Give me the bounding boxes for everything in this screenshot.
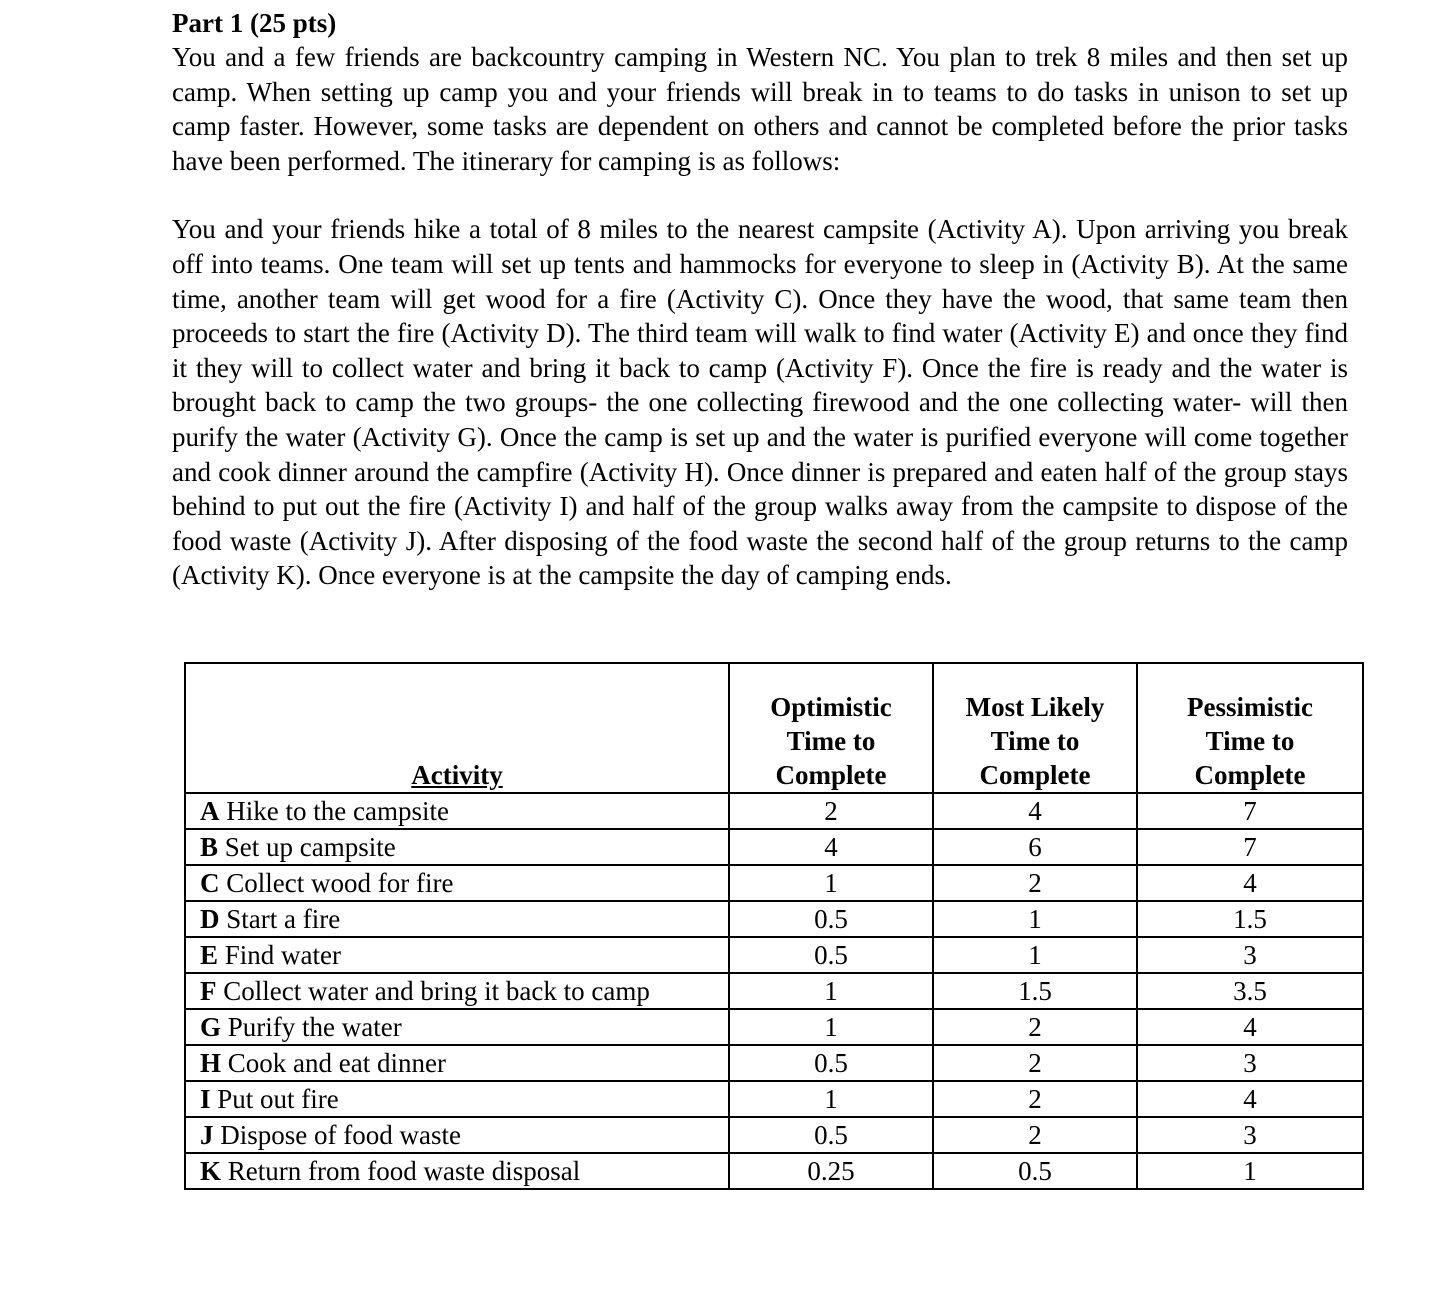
activity-letter: K (200, 1156, 222, 1186)
header-optimistic-line-2: Time to (786, 726, 876, 756)
most-likely-time-cell: 2 (933, 1045, 1137, 1081)
table-row (185, 901, 1363, 937)
activity-letter: E (200, 940, 219, 970)
pessimistic-time-cell: 4 (1137, 1009, 1363, 1045)
table-row (185, 793, 1363, 829)
activity-name: Return from food waste disposal (227, 1156, 581, 1186)
pessimistic-time-cell: 1 (1137, 1153, 1363, 1189)
header-most-likely-line-2: Time to (990, 726, 1080, 756)
activity-letter: G (200, 1012, 222, 1042)
header-optimistic-line-3: Complete (775, 760, 887, 790)
activity-letter: B (200, 832, 219, 862)
activity-name-cell (185, 1009, 729, 1045)
activity-letter: C (200, 868, 220, 898)
activity-name-cell (185, 937, 729, 973)
activity-letter: J (200, 1120, 214, 1150)
pessimistic-time-cell: 3 (1137, 937, 1363, 973)
activity-name: Purify the water (227, 1012, 402, 1042)
activity-letter: F (200, 976, 217, 1006)
activity-name: Dispose of food waste (220, 1120, 461, 1150)
header-pessimistic-line-2: Time to (1205, 726, 1295, 756)
activity-name: Set up campsite (224, 832, 396, 862)
pessimistic-time-cell: 7 (1137, 793, 1363, 829)
activity-name-cell (185, 793, 729, 829)
activity-letter: A (200, 796, 220, 826)
most-likely-time-cell: 1 (933, 901, 1137, 937)
header-most-likely-line-3: Complete (979, 760, 1091, 790)
most-likely-time-cell: 2 (933, 865, 1137, 901)
most-likely-time-cell: 2 (933, 1117, 1137, 1153)
table-row (185, 829, 1363, 865)
activity-name: Find water (224, 940, 341, 970)
activity-name: Put out fire (217, 1084, 339, 1114)
header-activity (185, 663, 729, 793)
optimistic-time-cell: 0.5 (729, 1117, 933, 1153)
table-row (185, 865, 1363, 901)
document-body (172, 6, 1348, 593)
activity-letter: H (200, 1048, 222, 1078)
table-row (185, 937, 1363, 973)
optimistic-time-cell: 2 (729, 793, 933, 829)
table-row (185, 1117, 1363, 1153)
most-likely-time-cell: 0.5 (933, 1153, 1137, 1189)
optimistic-time-cell: 1 (729, 973, 933, 1009)
activity-name-cell (185, 865, 729, 901)
pessimistic-time-cell: 3 (1137, 1117, 1363, 1153)
most-likely-time-cell: 2 (933, 1081, 1137, 1117)
optimistic-time-cell: 0.5 (729, 937, 933, 973)
optimistic-time-cell: 0.25 (729, 1153, 933, 1189)
activity-table-container (184, 662, 1364, 1190)
activity-name-cell (185, 1045, 729, 1081)
most-likely-time-cell: 1 (933, 937, 1137, 973)
activity-name: Start a fire (226, 904, 341, 934)
optimistic-time-cell: 1 (729, 865, 933, 901)
activity-name-cell (185, 1117, 729, 1153)
table-row (185, 1045, 1363, 1081)
section-heading: Part 1 (25 pts) (172, 8, 337, 38)
header-pessimistic-line-1: Pessimistic (1187, 692, 1313, 722)
activity-time-table (184, 662, 1364, 1190)
activity-letter: I (200, 1084, 211, 1114)
activity-name: Collect water and bring it back to camp (223, 976, 650, 1006)
pessimistic-time-cell: 1.5 (1137, 901, 1363, 937)
optimistic-time-cell: 1 (729, 1081, 933, 1117)
activity-name-cell (185, 973, 729, 1009)
intro-paragraph: You and a few friends are backcountry camping in Western NC. You plan to trek 8 miles and then set up camp. When setting up camp you and your friends will break in to teams to do tasks in unison to set up camp faster. However, some tasks are dependent on others and cannot be completed before the prior tasks have been performed. The itinerary for camping is as follows: (172, 42, 1348, 176)
pessimistic-time-cell: 3.5 (1137, 973, 1363, 1009)
most-likely-time-cell: 4 (933, 793, 1137, 829)
optimistic-time-cell: 0.5 (729, 901, 933, 937)
table-row (185, 1081, 1363, 1117)
most-likely-time-cell: 6 (933, 829, 1137, 865)
pessimistic-time-cell: 7 (1137, 829, 1363, 865)
activity-name-cell (185, 901, 729, 937)
activity-name-cell (185, 1081, 729, 1117)
optimistic-time-cell: 0.5 (729, 1045, 933, 1081)
activity-letter: D (200, 904, 220, 934)
activity-name: Collect wood for fire (226, 868, 454, 898)
table-header-row (185, 663, 1363, 793)
header-pessimistic (1137, 663, 1363, 793)
header-pessimistic-line-3: Complete (1194, 760, 1306, 790)
table-row (185, 973, 1363, 1009)
table-body (185, 793, 1363, 1189)
pessimistic-time-cell: 4 (1137, 865, 1363, 901)
header-optimistic (729, 663, 933, 793)
header-optimistic-line-1: Optimistic (770, 692, 892, 722)
pessimistic-time-cell: 3 (1137, 1045, 1363, 1081)
activity-name-cell (185, 1153, 729, 1189)
most-likely-time-cell: 1.5 (933, 973, 1137, 1009)
optimistic-time-cell: 1 (729, 1009, 933, 1045)
pessimistic-time-cell: 4 (1137, 1081, 1363, 1117)
activity-name: Cook and eat dinner (227, 1048, 446, 1078)
header-activity-label: Activity (411, 760, 503, 790)
header-most-likely (933, 663, 1137, 793)
activity-name: Hike to the campsite (226, 796, 449, 826)
optimistic-time-cell: 4 (729, 829, 933, 865)
table-row (185, 1009, 1363, 1045)
most-likely-time-cell: 2 (933, 1009, 1137, 1045)
activity-name-cell (185, 829, 729, 865)
header-most-likely-line-1: Most Likely (965, 692, 1105, 722)
itinerary-paragraph: You and your friends hike a total of 8 miles to the nearest campsite (Activity A). Upon arriving you break off into teams. One team will set up tents and hammocks for everyone to sleep in (Activity B). At the same time, another team will get wood for a fire (Activity C). Once they have the wood, that same team then proceeds to start the fire (Activity D). The third team will walk to find water (Activity E) and once they find it they will to collect water and bring it back to camp (Activity F). Once the fire is ready and the water is brought back to camp the two groups- the one collecting firewood and the one collecting water- will then purify the water (Activity G). Once the camp is set up and the water is purified everyone will come together and cook dinner around the campfire (Activity H). Once dinner is prepared and eaten half of the group stays behind to put out the fire (Activity I) and half of the group walks away from the campsite to dispose of the food waste (Activity J). After disposing of the food waste the second half of the group returns to the camp (Activity K). Once everyone is at the campsite the day of camping ends. (172, 214, 1348, 591)
table-row (185, 1153, 1363, 1189)
